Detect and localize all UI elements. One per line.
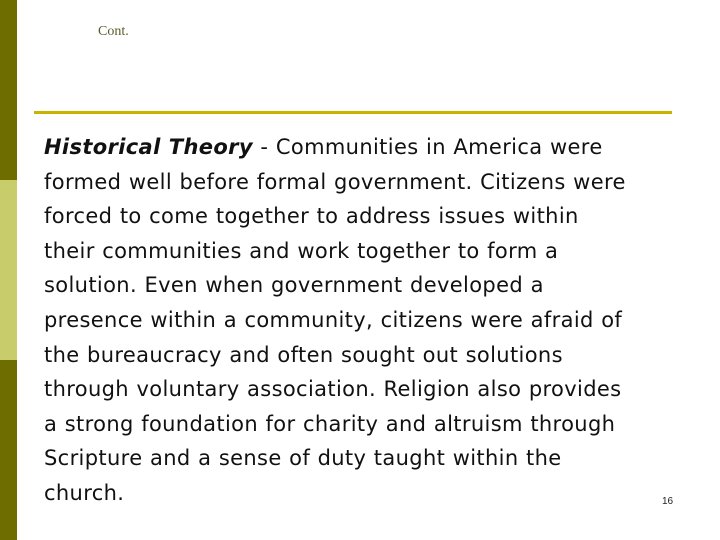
slide-title: Cont. <box>98 24 129 39</box>
body-line-9: a strong foundation for charity and altruism through <box>44 411 616 436</box>
body-line-10: Scripture and a sense of duty taught within the <box>44 446 562 471</box>
body-line-5: solution. Even when government developed a <box>44 273 544 298</box>
slide-body <box>44 130 704 511</box>
sidebar-segment-bottom <box>0 360 17 540</box>
page-number: 16 <box>662 496 674 507</box>
title-divider <box>34 111 672 114</box>
body-line-6: presence within a community, citizens were afraid of <box>44 307 623 332</box>
body-line-11: church. <box>44 480 125 505</box>
sidebar-segment-middle <box>0 180 17 360</box>
sidebar-segment-top <box>0 0 17 180</box>
body-line-4: their communities and work together to form a <box>44 238 559 263</box>
body-line-3: forced to come together to address issues within <box>44 204 579 229</box>
body-line-2: formed well before formal government. Citizens were <box>44 169 626 194</box>
body-term: Historical Theory <box>44 135 253 159</box>
body-line-8: through voluntary association. Religion also provides <box>44 377 622 402</box>
body-line-1: - Communities in America were <box>252 135 603 159</box>
body-line-7: the bureaucracy and often sought out solutions <box>44 342 563 367</box>
